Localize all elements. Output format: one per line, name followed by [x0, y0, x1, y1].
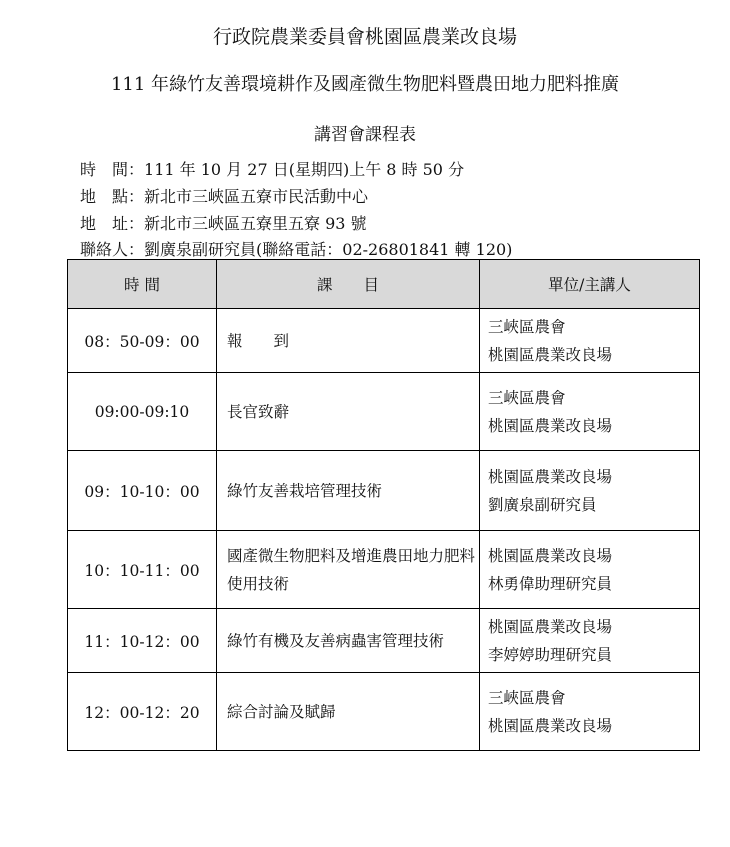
row-time: 09:00-09:10	[68, 373, 217, 451]
event-title: 111 年綠竹友善環境耕作及國產微生物肥料暨農田地力肥料推廣	[110, 74, 620, 95]
info-value: 新北市三峽區五寮市民活動中心	[144, 187, 369, 206]
row-unit	[480, 451, 700, 531]
row-time: 12：00-12：20	[68, 673, 217, 751]
unit-line: 桃園區農業改良場	[488, 416, 613, 435]
table-row	[68, 451, 700, 531]
row-unit	[480, 373, 700, 451]
info-place	[80, 184, 368, 207]
table-row	[68, 531, 700, 609]
row-topic: 綠竹有機及友善病蟲害管理技術	[217, 609, 480, 673]
table-row	[68, 373, 700, 451]
unit-line: 劉廣泉副研究員	[488, 495, 597, 514]
row-topic: 長官致辭	[217, 373, 480, 451]
unit-line: 桃園區農業改良場	[488, 345, 613, 364]
info-value: 111 年 10 月 27 日(星期四)上午 8 時 50 分	[144, 160, 465, 179]
table-row	[68, 609, 700, 673]
table-row	[68, 309, 700, 373]
org-title: 行政院農業委員會桃園區農業改良場	[212, 26, 517, 48]
schedule-table	[67, 259, 700, 751]
row-topic: 綠竹友善栽培管理技術	[217, 451, 480, 531]
row-topic: 報 到	[217, 309, 480, 373]
row-time: 11：10-12：00	[68, 609, 217, 673]
unit-line: 桃園區農業改良場	[488, 546, 613, 565]
table-row	[68, 673, 700, 751]
header-topic: 課 目	[217, 260, 480, 309]
unit-line: 桃園區農業改良場	[488, 467, 613, 486]
info-label: 地 址：	[80, 214, 145, 233]
unit-line: 林勇偉助理研究員	[488, 574, 613, 593]
row-unit	[480, 673, 700, 751]
info-address	[80, 211, 367, 234]
unit-line: 桃園區農業改良場	[488, 617, 613, 636]
row-unit	[480, 531, 700, 609]
unit-line: 桃園區農業改良場	[488, 716, 613, 735]
info-label: 地 點：	[80, 187, 145, 206]
header-time: 時 間	[68, 260, 217, 309]
unit-line: 三峽區農會	[488, 317, 566, 336]
row-time: 08：50-09：00	[68, 309, 217, 373]
info-value: 劉廣泉副研究員(聯絡電話：02-26801841 轉 120)	[144, 240, 513, 259]
unit-line: 李婷婷助理研究員	[488, 645, 613, 664]
row-time: 10：10-11：00	[68, 531, 217, 609]
row-topic: 國產微生物肥料及增進農田地力肥料使用技術	[217, 531, 480, 609]
header-unit: 單位/主講人	[480, 260, 700, 309]
row-time: 09：10-10：00	[68, 451, 217, 531]
info-label: 聯絡人：	[80, 240, 145, 259]
doc-title: 講習會課程表	[314, 125, 416, 145]
info-contact	[80, 237, 512, 260]
info-label: 時 間：	[80, 160, 145, 179]
unit-line: 三峽區農會	[488, 688, 566, 707]
unit-line: 三峽區農會	[488, 388, 566, 407]
table-header-row	[68, 260, 700, 309]
info-value: 新北市三峽區五寮里五寮 93 號	[144, 214, 367, 233]
row-topic: 綜合討論及賦歸	[217, 673, 480, 751]
info-time	[80, 157, 464, 180]
row-unit	[480, 609, 700, 673]
row-unit	[480, 309, 700, 373]
